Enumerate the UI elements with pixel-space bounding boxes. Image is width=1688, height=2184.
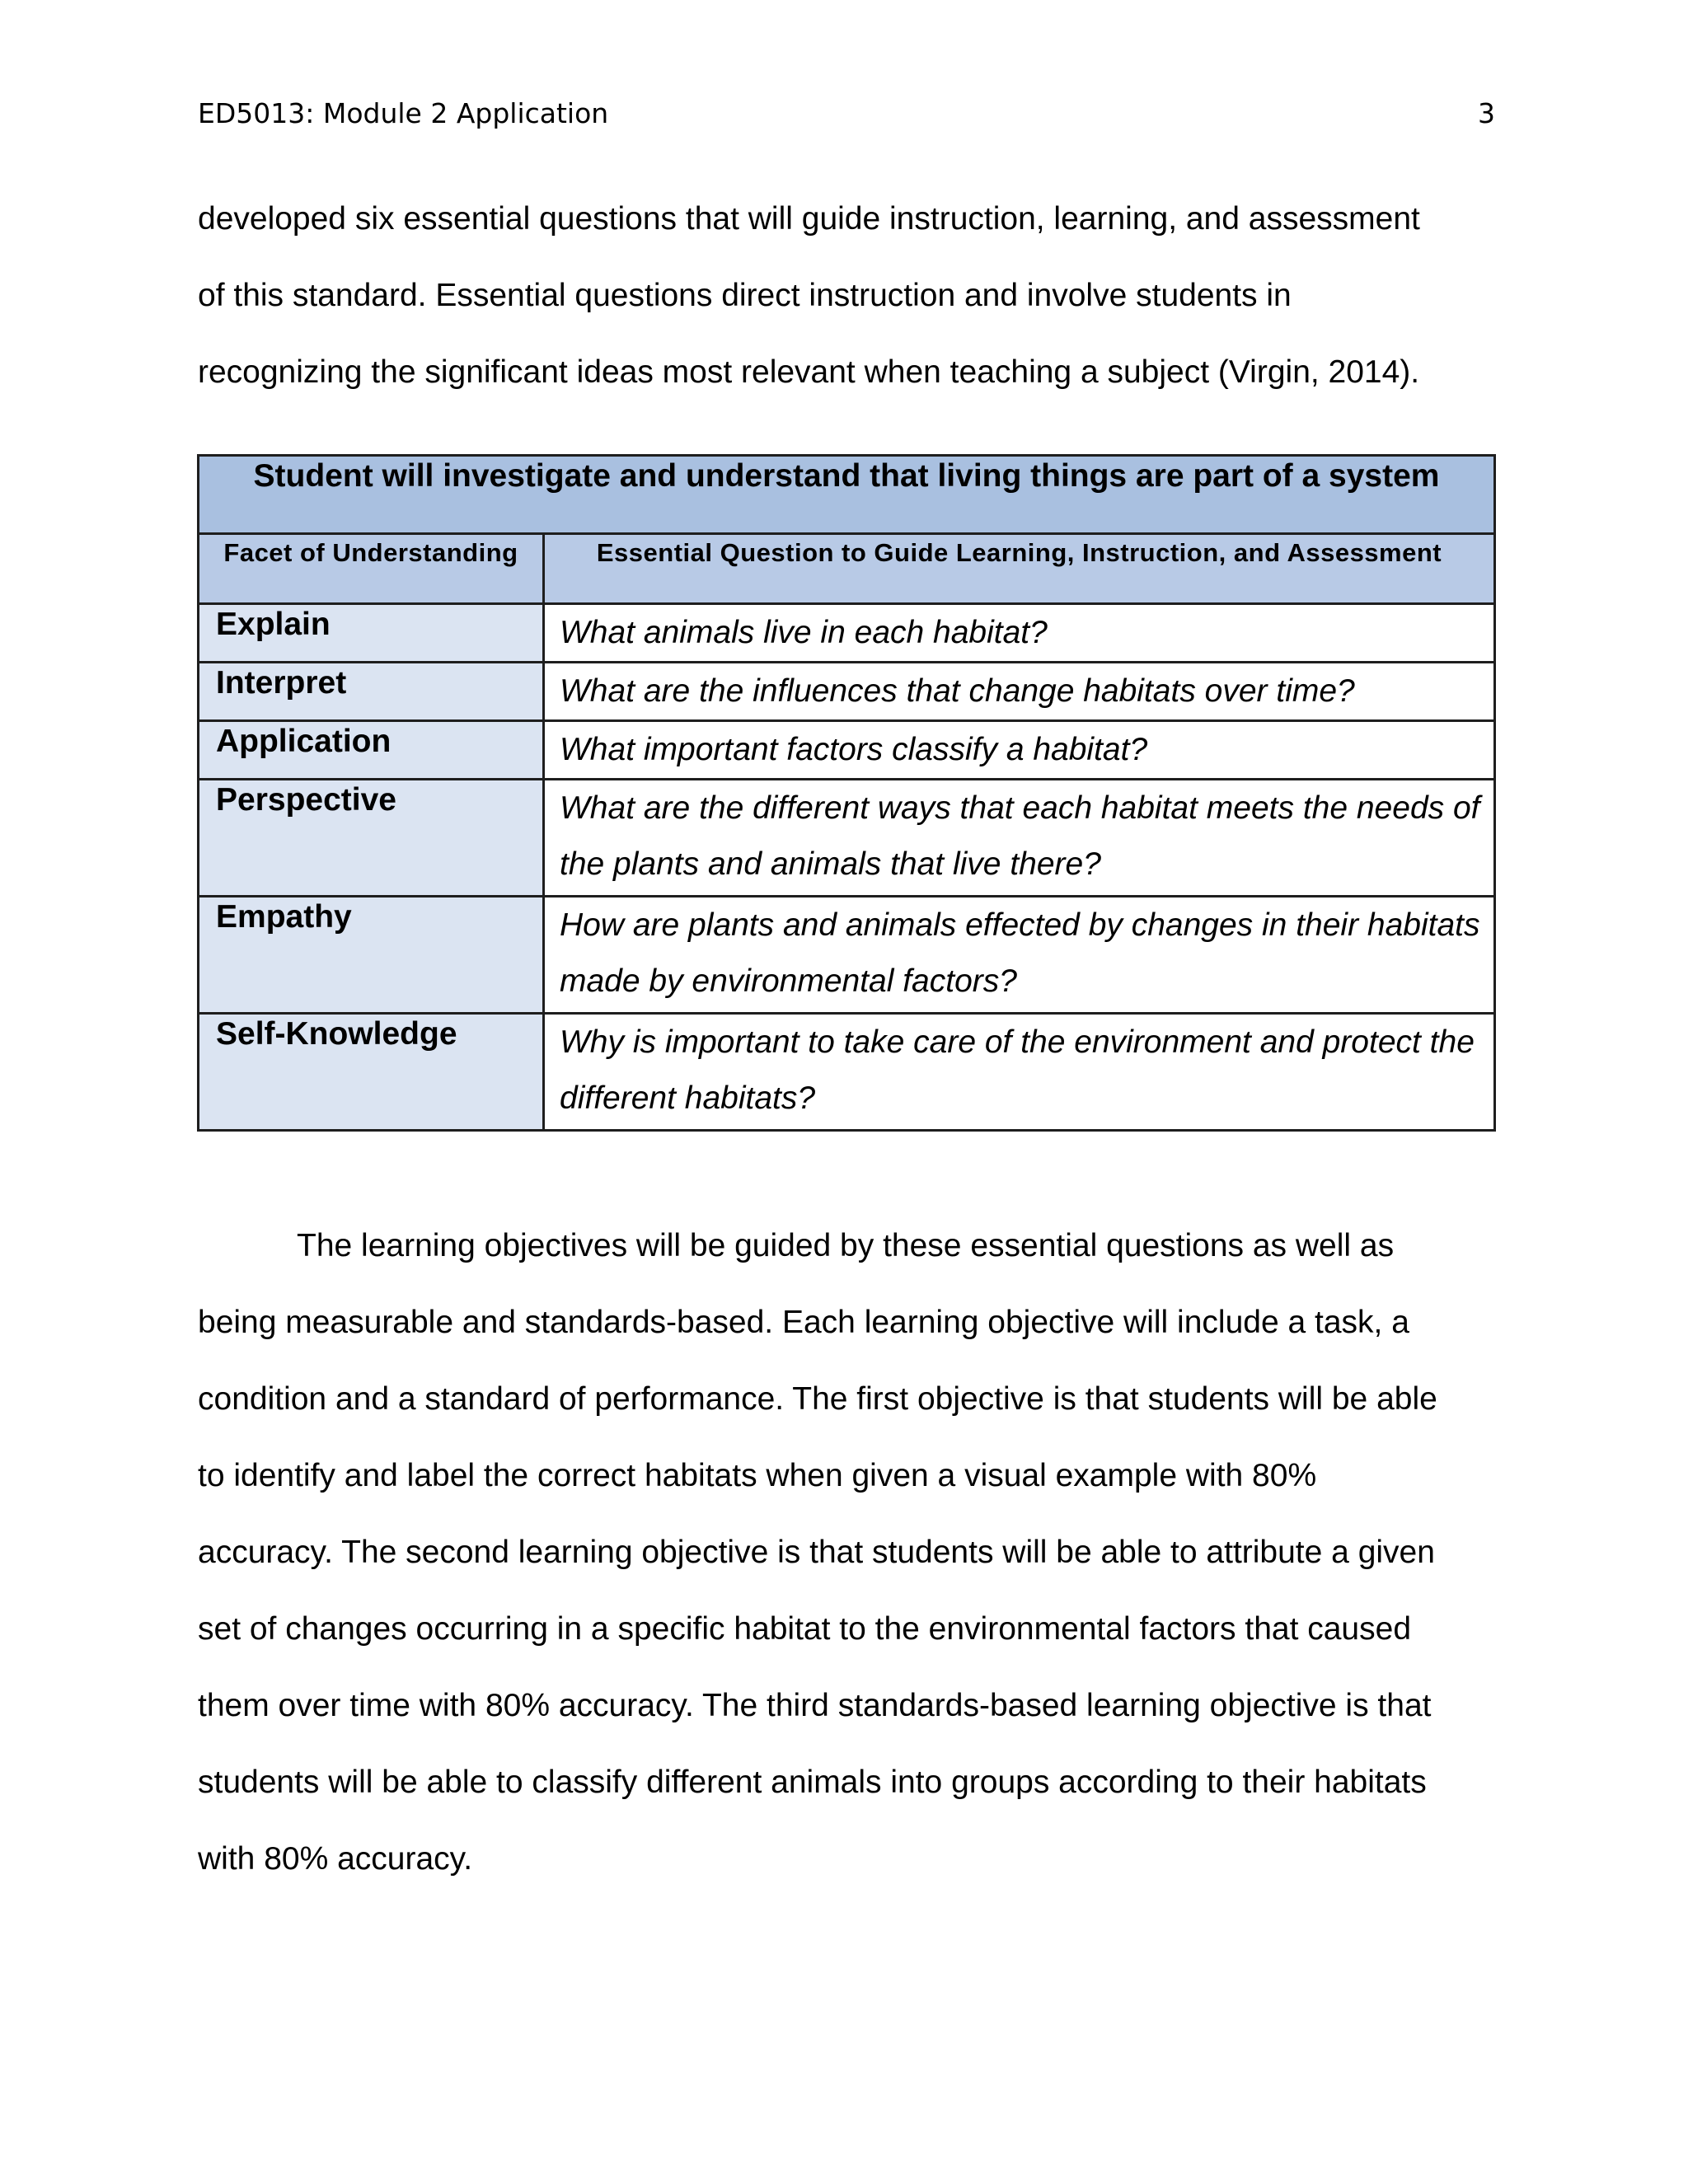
column-header-facet: Facet of Understanding — [199, 534, 544, 604]
intro-line: developed six essential questions that will guide instruction, learning, and assessment — [198, 201, 1420, 237]
question-cell: What are the influences that change habitats over time? — [544, 663, 1495, 721]
body-line-text: The learning objectives will be guided by these essential questions as well as — [297, 1228, 1395, 1263]
table-row — [199, 897, 1495, 1014]
table-row — [199, 780, 1495, 897]
question-cell: What animals live in each habitat? — [544, 604, 1495, 663]
facet-cell: Empathy — [199, 897, 544, 1014]
question-cell: Why is important to take care of the environment and protect the different habitats? — [544, 1014, 1495, 1131]
body-line: being measurable and standards-based. Each learning objective will include a task, a — [198, 1305, 1409, 1340]
question-cell: What are the different ways that each habitat meets the needs of the plants and animals that live there? — [544, 780, 1495, 897]
body-line: to identify and label the correct habitats when given a visual example with 80% — [198, 1458, 1317, 1493]
intro-line: of this standard. Essential questions direct instruction and involve students in — [198, 278, 1292, 313]
table-row — [199, 604, 1495, 663]
body-line: them over time with 80% accuracy. The third standards-based learning objective is that — [198, 1688, 1432, 1723]
body-line: set of changes occurring in a specific habitat to the environmental factors that caused — [198, 1611, 1412, 1647]
body-line: condition and a standard of performance. The first objective is that students will be able — [198, 1381, 1437, 1417]
table-row — [199, 1014, 1495, 1131]
facet-cell: Perspective — [199, 780, 544, 897]
body-line — [198, 1207, 1495, 1284]
objectives-paragraph — [198, 1207, 1495, 1897]
question-cell: What important factors classify a habitat? — [544, 721, 1495, 780]
facet-cell: Explain — [199, 604, 544, 663]
intro-line: recognizing the significant ideas most relevant when teaching a subject (Virgin, 2014). — [198, 354, 1420, 390]
table-title: Student will investigate and understand that living things are part of a system — [199, 456, 1495, 534]
page-header — [198, 97, 1495, 138]
table-row — [199, 663, 1495, 721]
facet-cell: Interpret — [199, 663, 544, 721]
running-header-title: ED5013: Module 2 Application — [198, 97, 609, 129]
body-line: students will be able to classify different animals into groups according to their habitats — [198, 1765, 1427, 1800]
facet-cell: Application — [199, 721, 544, 780]
column-header-question: Essential Question to Guide Learning, Instruction, and Assessment — [544, 534, 1495, 604]
facet-cell: Self-Knowledge — [199, 1014, 544, 1131]
question-cell: How are plants and animals effected by changes in their habitats made by environmental factors? — [544, 897, 1495, 1014]
essential-questions-table-wrapper — [197, 454, 1493, 1132]
intro-paragraph — [198, 180, 1495, 410]
essential-questions-table — [197, 454, 1496, 1132]
page-number: 3 — [1478, 97, 1495, 129]
table-row — [199, 721, 1495, 780]
body-line: with 80% accuracy. — [198, 1841, 473, 1877]
body-line: accuracy. The second learning objective is that students will be able to attribute a given — [198, 1535, 1435, 1570]
